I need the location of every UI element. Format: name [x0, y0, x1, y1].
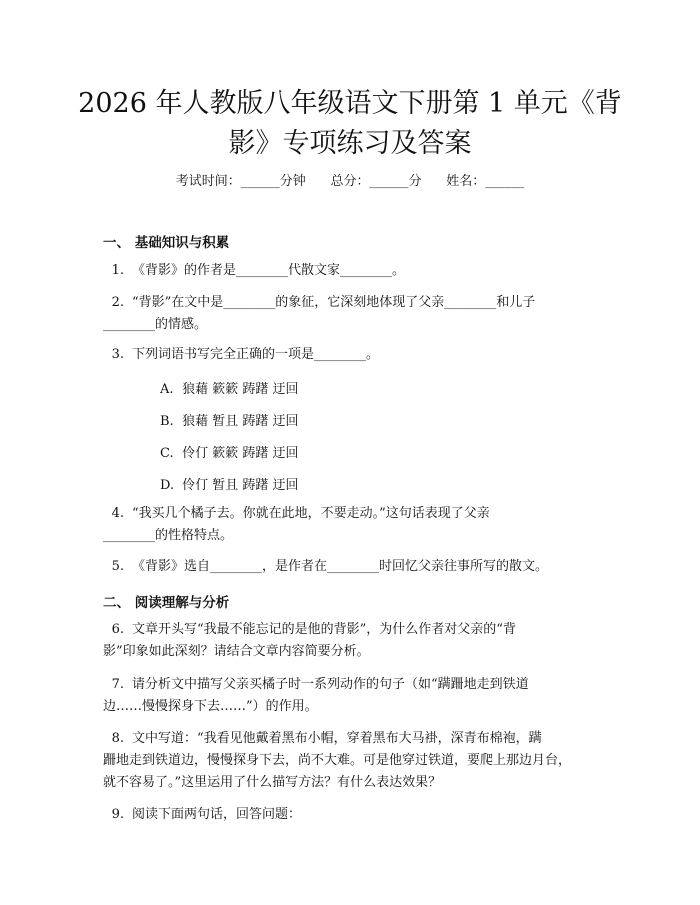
question-1: [96, 260, 405, 282]
question-text: 阅读下面两句话，回答问题：: [132, 807, 302, 822]
question-text-cont: 跚地走到铁道边，慢慢探身下去，尚不大难。可是他穿过铁道，要爬上那边月台，: [103, 753, 572, 768]
question-number: 3.: [111, 347, 124, 362]
option-text: 狼藉 暂且 踌躇 迂回: [182, 414, 299, 429]
option-b: [160, 410, 299, 429]
section-heading-2: 二、 阅读理解与分析: [103, 595, 230, 611]
option-c: [160, 442, 299, 461]
question-number: 6.: [111, 622, 124, 637]
question-5: [96, 556, 548, 578]
question-text: 《背影》的作者是________代散文家________。: [132, 263, 406, 278]
option-letter: A.: [160, 382, 174, 397]
question-number: 9.: [111, 807, 124, 822]
option-a: [160, 378, 299, 397]
question-text-cont: 边……慢慢探身下去……”）的作用。: [103, 699, 318, 714]
question-8: [96, 728, 571, 794]
option-text: 伶仃 簌簌 踌躇 迂回: [182, 446, 299, 461]
question-text: 文中写道：“我看见他戴着黑布小帽，穿着黑布大马褂，深青布棉袍，蹒: [132, 731, 542, 746]
question-3: [96, 344, 379, 366]
exam-info-line: 考试时间：______分钟 总分：______分 姓名：______: [175, 174, 525, 189]
question-text: 《背影》选自________，是作者在________时回忆父亲往事所写的散文。: [132, 559, 549, 574]
question-text: “我买几个橘子去。你就在此地，不要走动。”这句话表现了父亲: [132, 506, 490, 521]
question-9: [96, 804, 301, 826]
question-text-cont: ________的情感。: [103, 317, 208, 332]
question-7: [96, 674, 529, 718]
question-text: 文章开头写“我最不能忘记的是他的背影”，为什么作者对父亲的“背: [132, 622, 516, 637]
question-number: 1.: [111, 263, 124, 278]
option-text: 狼藉 簌簌 踌躇 迂回: [182, 382, 299, 397]
title-line-1: 2026 年人教版八年级语文下册第 1 单元《背: [78, 88, 622, 119]
option-letter: D.: [160, 478, 175, 493]
section-heading-1: 一、 基础知识与积累: [103, 235, 230, 251]
title-line-2: 影》专项练习及答案: [228, 128, 472, 159]
option-text: 伶仃 暂且 踌躇 迂回: [182, 478, 299, 493]
question-6: [96, 619, 516, 663]
question-text-cont: 就不容易了。”这里运用了什么描写方法？有什么表达效果？: [103, 775, 442, 790]
document-title: [0, 84, 700, 164]
question-text: 请分析文中描写父亲买橘子时一系列动作的句子（如“蹒跚地走到铁道: [132, 677, 529, 692]
question-number: 4.: [111, 506, 124, 521]
question-text-cont: 影”印象如此深刻？请结合文章内容简要分析。: [103, 644, 370, 659]
question-number: 8.: [111, 731, 124, 746]
question-text: 下列词语书写完全正确的一项是________。: [132, 347, 380, 362]
question-4: [96, 503, 490, 547]
question-number: 7.: [111, 677, 124, 692]
question-text-cont: ________的性格特点。: [103, 528, 234, 543]
question-number: 2.: [111, 295, 124, 310]
option-letter: B.: [160, 414, 174, 429]
option-d: [160, 474, 299, 493]
question-2: [96, 292, 535, 336]
option-letter: C.: [160, 446, 174, 461]
question-number: 5.: [111, 559, 124, 574]
question-text: “背影”在文中是________的象征，它深刻地体现了父亲________和儿子: [132, 295, 536, 310]
